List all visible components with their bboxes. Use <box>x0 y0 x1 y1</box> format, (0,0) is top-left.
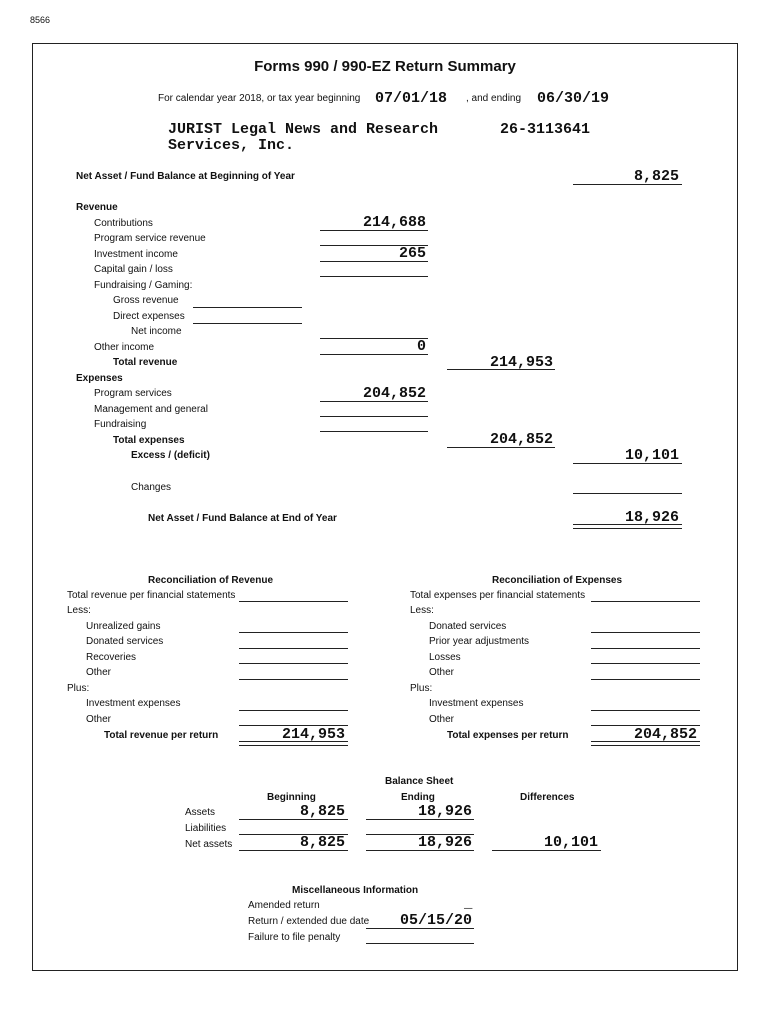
total-revenue-label: Total revenue <box>113 357 178 368</box>
misc-heading: Miscellaneous Information <box>292 885 419 896</box>
and-ending-label: , and ending <box>466 93 522 104</box>
begin-date: 07/01/18 <box>375 90 448 107</box>
excess-value: 10,101 <box>624 447 679 464</box>
amended-label: Amended return <box>248 900 320 911</box>
due-date-value: 05/15/20 <box>399 912 472 929</box>
total-expenses-label: Total expenses <box>113 435 185 446</box>
org-name-line2: Services, Inc. <box>168 137 295 154</box>
penalty-label: Failure to file penalty <box>248 932 341 943</box>
program-services-label: Program services <box>94 388 172 399</box>
recon-expenses-heading: Reconciliation of Expenses <box>492 575 623 586</box>
begin-balance-label: Net Asset / Fund Balance at Beginning of Year <box>76 171 295 182</box>
other-income-value: 0 <box>416 338 426 355</box>
page-code: 8566 <box>30 15 51 25</box>
recon-recoveries-label: Recoveries <box>86 652 137 663</box>
col-ending: Ending <box>401 792 435 803</box>
ein: 26-3113641 <box>500 121 591 138</box>
recon-revenue-investment-expenses-label: Investment expenses <box>86 698 181 709</box>
net-assets-beginning: 8,825 <box>299 834 345 851</box>
contributions-label: Contributions <box>94 218 153 229</box>
recon-exp-investment-expenses-label: Investment expenses <box>429 698 524 709</box>
end-balance-value: 18,926 <box>624 509 679 526</box>
assets-label: Assets <box>185 807 216 818</box>
recon-prior-year-label: Prior year adjustments <box>429 636 530 647</box>
recon-total-revenue-value: 214,953 <box>281 726 345 743</box>
changes-label: Changes <box>131 482 172 493</box>
recon-revenue-total-fs-label: Total revenue per financial statements <box>67 590 236 601</box>
fundraising-label: Fundraising / Gaming: <box>94 280 193 291</box>
end-date: 06/30/19 <box>537 90 610 107</box>
excess-label: Excess / (deficit) <box>131 450 210 461</box>
net-income-label: Net income <box>131 326 182 337</box>
recon-exp-donated-services-label: Donated services <box>429 621 507 632</box>
amended-value: _ <box>464 896 473 912</box>
begin-balance-value: 8,825 <box>633 168 679 185</box>
recon-losses-label: Losses <box>429 652 461 663</box>
capital-gain-label: Capital gain / loss <box>94 264 173 275</box>
recon-donated-services-label: Donated services <box>86 636 164 647</box>
balance-sheet-heading: Balance Sheet <box>385 776 454 787</box>
recon-total-expenses-label: Total expenses per return <box>447 730 569 741</box>
revenue-heading: Revenue <box>76 202 118 213</box>
recon-total-expenses-value: 204,852 <box>633 726 697 743</box>
other-income-label: Other income <box>94 342 155 353</box>
org-name-line1: JURIST Legal News and Research <box>168 121 439 138</box>
col-differences: Differences <box>520 792 575 803</box>
col-beginning: Beginning <box>267 792 316 803</box>
assets-beginning: 8,825 <box>299 803 345 820</box>
liabilities-label: Liabilities <box>185 823 227 834</box>
recon-unrealized-gains-label: Unrealized gains <box>86 621 161 632</box>
program-services-value: 204,852 <box>362 385 426 402</box>
due-date-label: Return / extended due date <box>248 916 370 927</box>
net-assets-difference: 10,101 <box>543 834 598 851</box>
net-assets-label: Net assets <box>185 839 233 850</box>
recon-expenses-total-fs-label: Total expenses per financial statements <box>410 590 586 601</box>
recon-revenue-other-label: Other <box>86 667 112 678</box>
total-expenses-value: 204,852 <box>489 431 553 448</box>
period-prefix: For calendar year 2018, or tax year beginning <box>158 93 361 104</box>
expenses-heading: Expenses <box>76 373 123 384</box>
recon-expenses-less-label: Less: <box>410 605 434 616</box>
gross-revenue-label: Gross revenue <box>113 295 179 306</box>
fundraising-expenses-label: Fundraising <box>94 419 147 430</box>
end-balance-label: Net Asset / Fund Balance at End of Year <box>148 513 337 524</box>
investment-income-value: 265 <box>398 245 426 262</box>
investment-income-label: Investment income <box>94 249 178 260</box>
total-revenue-value: 214,953 <box>489 354 553 371</box>
program-service-revenue-label: Program service revenue <box>94 233 206 244</box>
recon-revenue-less-label: Less: <box>67 605 91 616</box>
recon-revenue-plus-label: Plus: <box>67 683 90 694</box>
net-assets-ending: 18,926 <box>417 834 472 851</box>
form-title: Forms 990 / 990-EZ Return Summary <box>254 58 516 75</box>
management-label: Management and general <box>94 404 208 415</box>
contributions-value: 214,688 <box>362 214 426 231</box>
recon-expenses-other2-label: Other <box>429 714 455 725</box>
recon-revenue-other2-label: Other <box>86 714 112 725</box>
recon-expenses-other-label: Other <box>429 667 455 678</box>
direct-expenses-label: Direct expenses <box>113 311 185 322</box>
recon-total-revenue-label: Total revenue per return <box>104 730 219 741</box>
assets-ending: 18,926 <box>417 803 472 820</box>
recon-revenue-heading: Reconciliation of Revenue <box>148 575 274 586</box>
recon-expenses-plus-label: Plus: <box>410 683 433 694</box>
